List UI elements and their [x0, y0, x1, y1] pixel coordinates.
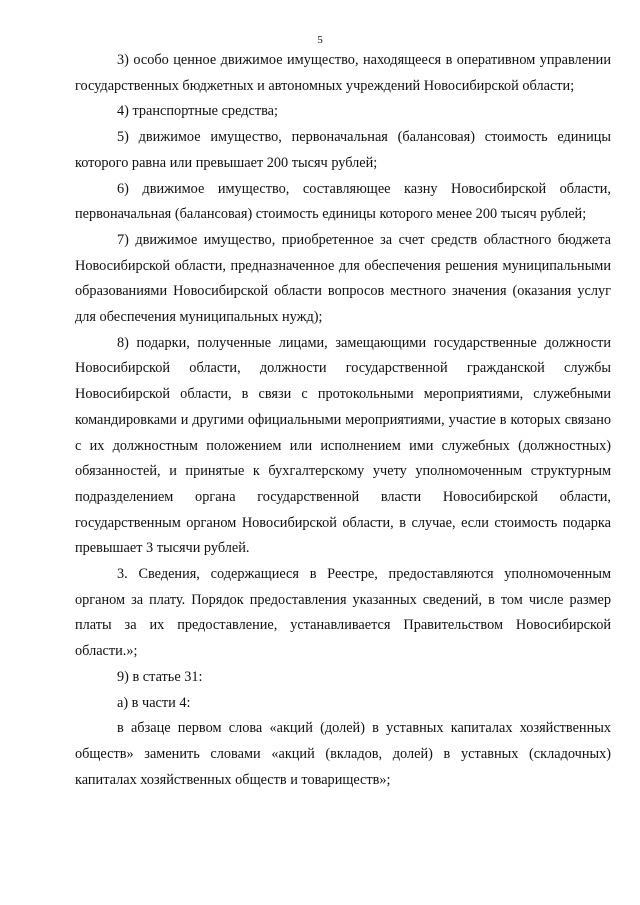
paragraph-item-5: 5) движимое имущество, первоначальная (балансовая) стоимость единицы которого равна или превышает 200 тысяч рублей;: [75, 129, 611, 171]
paragraph-amendment: в абзаце первом слова «акций (долей) в уставных капиталах хозяйственных обществ» заменить словами «акций (вкладов, долей) в уставных (складочных) капиталах хозяйственных обществ и товариществ»;: [75, 720, 611, 788]
paragraph-item-6: 6) движимое имущество, составляющее казну Новосибирской области, первоначальная (балансовая) стоимость единицы которого менее 200 тысяч рублей;: [75, 180, 611, 223]
document-body: [75, 48, 611, 793]
paragraph-part-3: 3. Сведения, содержащиеся в Реестре, предоставляются уполномоченным органом за плату. Порядок предоставления указанных сведений, в том числе размер платы за их предоставление, устанавливается Правительством Новосибирской области.»;: [75, 566, 611, 660]
paragraph-item-9: 9) в статье 31:: [117, 668, 203, 685]
paragraph-item-3: 3) особо ценное движимое имущество, находящееся в оперативном управлении государственных бюджетных и автономных учреждений Новосибирской области;: [75, 52, 611, 94]
paragraph-item-7: 7) движимое имущество, приобретенное за счет средств областного бюджета Новосибирской области, предназначенное для обеспечения решения муниципальными образованиями Новосибирской области вопросов местного значения (оказания услуг для обеспечения муниципальных нужд);: [75, 231, 611, 326]
paragraph-item-4: 4) транспортные средства;: [117, 103, 278, 120]
page-number: 5: [317, 34, 323, 46]
paragraph-item-8: 8) подарки, полученные лицами, замещающими государственные должности Новосибирской области, должности государственной гражданской службы Новосибирской области, в связи с протокольными мероприятиями, служебными командировками и другими официальными мероприятиями, участие в которых связано с их должностным положением или исполнением ими служебных (должностных) обязанностей, и принятые к бухгалтерскому учету уполномоченным структурным подразделением органа государственной власти Новосибирской области, государственным органом Новосибирской области, в случае, если стоимость подарка превышает 3 тысячи рублей.: [75, 334, 611, 557]
paragraph-subitem-a: а) в части 4:: [117, 694, 191, 711]
